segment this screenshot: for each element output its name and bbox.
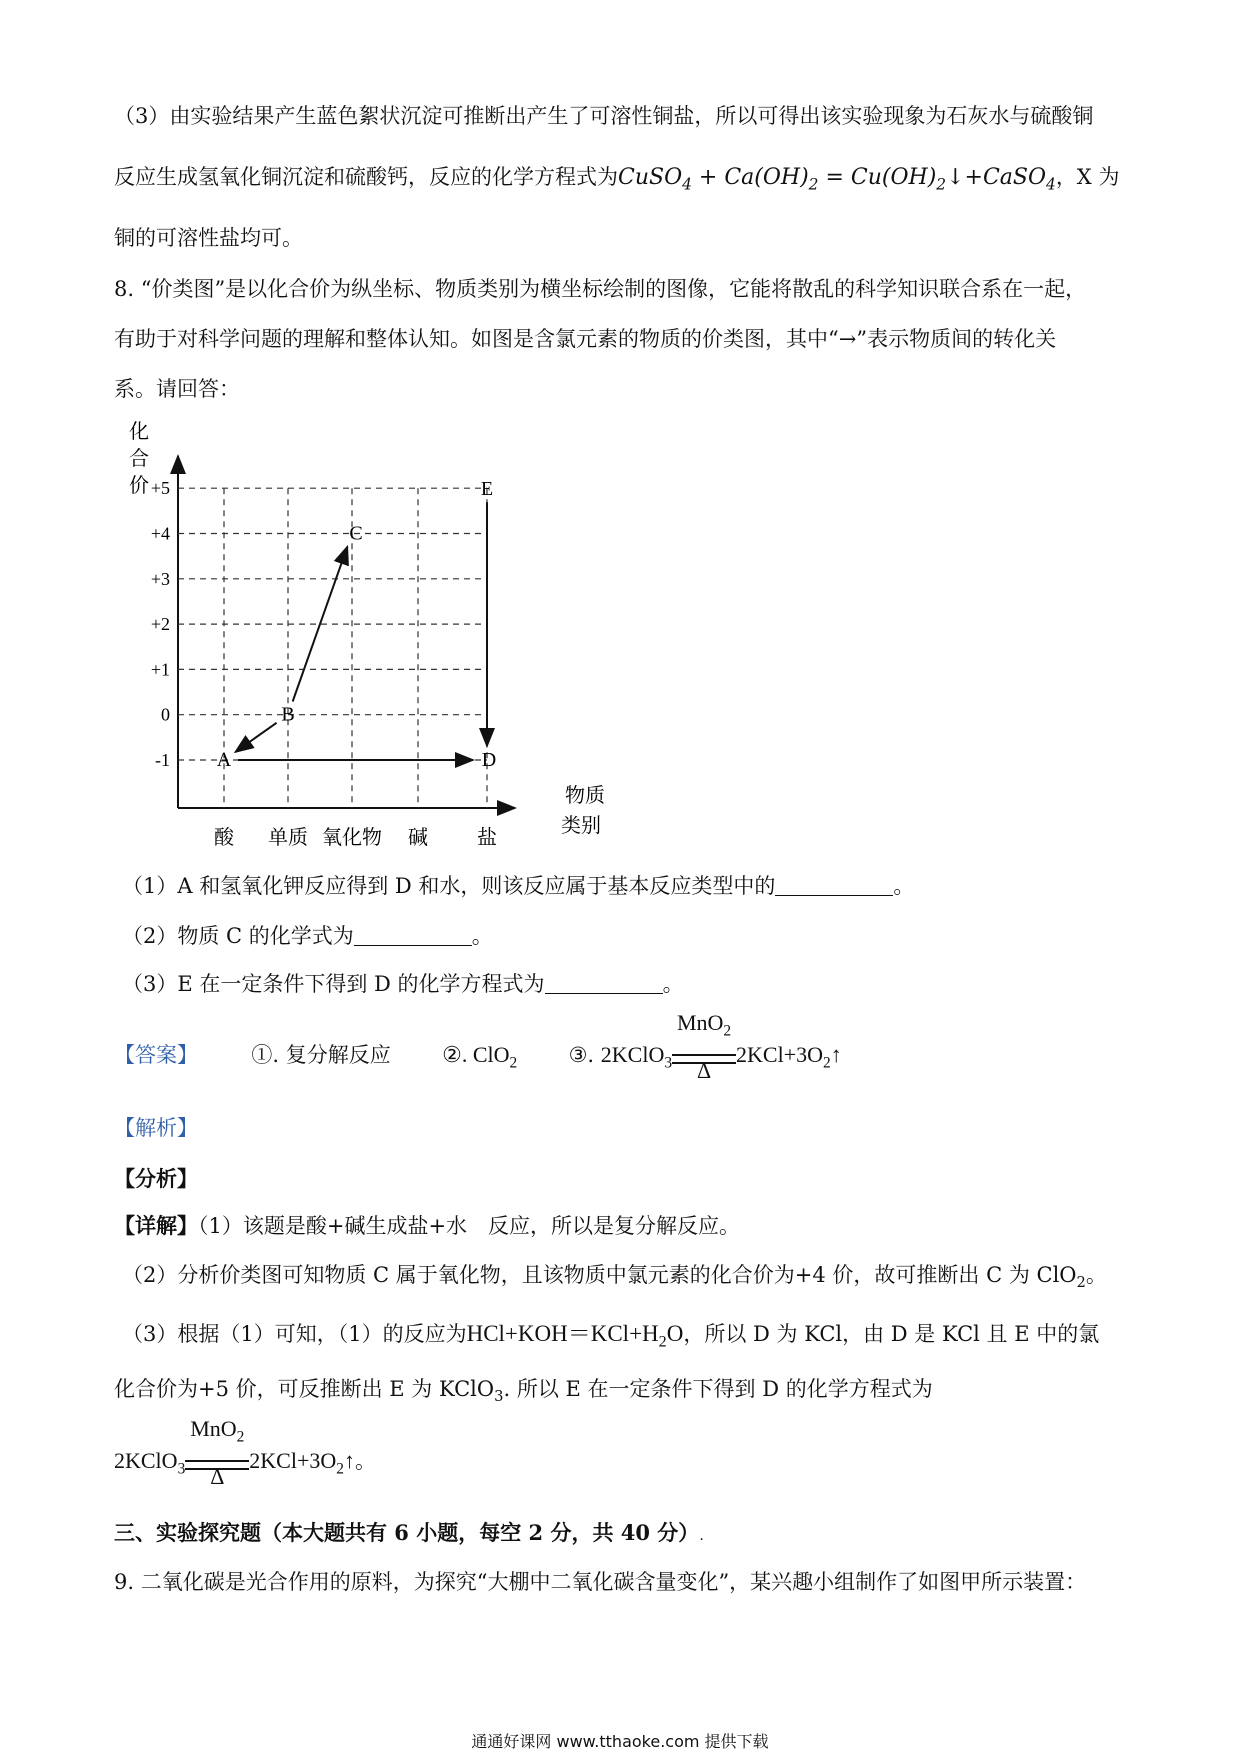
x-label-line1: 物质 bbox=[565, 783, 605, 807]
q9-line1: 9. 二氧化碳是光合作用的原料，为探究“大棚中二氧化碳含量变化”，某兴趣小组制作了如图甲所示装置： bbox=[114, 1570, 1087, 1594]
p7-line3: 铜的可溶性盐均可。 bbox=[114, 226, 303, 250]
y-tick-2: +3 bbox=[150, 568, 170, 589]
answer-blank-2[interactable] bbox=[354, 924, 472, 946]
y-label-char-1: 合 bbox=[129, 446, 149, 470]
x-tick-3: 碱 bbox=[408, 825, 428, 849]
answer-blank-1[interactable] bbox=[775, 874, 893, 896]
y-tick-5: 0 bbox=[161, 704, 170, 725]
p7-line2 bbox=[114, 165, 1120, 194]
y-tick-4: +1 bbox=[150, 659, 170, 680]
point-D: D bbox=[481, 749, 497, 771]
answer-3-label: ③. bbox=[568, 1043, 601, 1067]
p7-line1: （3）由实验结果产生蓝色絮状沉淀可推断出产生了可溶性铜盐，所以可得出该实验现象为石灰水与硫酸铜 bbox=[114, 104, 1094, 128]
answer-3-equation: 2KClO$_3$ MnO$_2$ Δ $2KCl+3O_2↑$ bbox=[600, 1009, 842, 1083]
fenxi-tag: 【分析】 bbox=[114, 1166, 198, 1191]
point-B: B bbox=[281, 703, 295, 726]
x-tick-1: 单质 bbox=[268, 825, 308, 849]
x-tick-0: 酸 bbox=[214, 825, 234, 849]
p7-line2-pre: 反应生成氢氧化铜沉淀和硫酸钙，反应的化学方程式为 bbox=[114, 165, 618, 189]
section3-title: 三、实验探究题（本大题共有 6 小题，每空 2 分，共 40 分）. bbox=[114, 1520, 704, 1545]
jiexi-tag: 【解析】 bbox=[114, 1116, 198, 1140]
q8-line2: 有助于对科学问题的理解和整体认知。如图是含氯元素的物质的价类图，其中“→”表示物质间的转化关 bbox=[114, 327, 1057, 351]
detail-line3: （3）根据（1）可知，（1）的反应为$HCl+KOH=KCl+H_2O$，所以 D 为 KCl，由 D 是 KCl 且 E 中的氯 bbox=[122, 1321, 1100, 1351]
q8-sub2: （2）物质 C 的化学式为 。 bbox=[122, 924, 493, 948]
y-tick-0: +5 bbox=[150, 478, 170, 499]
x-label-line2: 类别 bbox=[561, 813, 601, 837]
q8-sub3: （3）E 在一定条件下得到 D 的化学方程式为 。 bbox=[122, 972, 684, 996]
y-tick-3: +2 bbox=[150, 614, 170, 635]
y-tick-6: -1 bbox=[155, 750, 170, 770]
y-label-char-2: 价 bbox=[129, 473, 149, 497]
detail-equation: 2KClO$_3$ MnO$_2$ Δ $2KCl+3O_2↑$。 bbox=[114, 1415, 376, 1489]
x-tick-2: 氧化物 bbox=[322, 825, 382, 849]
neutralization-equation: $HCl+KOH=KCl+H_2O$ bbox=[466, 1321, 684, 1351]
arrow-B-A bbox=[235, 723, 276, 752]
detail-line2: （2）分析价类图可知物质 C 属于氧化物，且该物质中氯元素的化合价为+4 价，故可推断出 C 为 ClO$_2$。 bbox=[122, 1263, 1107, 1292]
q8-line1: 8. “价类图”是以化合价为纵坐标、物质类别为横坐标绘制的图像，它能将散乱的科学知识联合系在一起， bbox=[114, 277, 1087, 301]
point-E: E bbox=[480, 478, 494, 501]
x-tick-4: 盐 bbox=[477, 825, 497, 849]
answer-1: ①. 复分解反应 bbox=[251, 1043, 391, 1067]
p7-line2-post: ，X 为 bbox=[1055, 165, 1120, 189]
point-A: A bbox=[216, 749, 232, 771]
q8-sub1: （1）A 和氢氧化钾反应得到 D 和水，则该反应属于基本反应类型中的 。 bbox=[122, 874, 915, 898]
p7-equation: CuSO$_4$ + $Ca(OH)_2$ = $Cu(OH)_2↓+CaSO_4$ bbox=[618, 165, 1056, 194]
detail-line1: 【详解】（1）该题是酸+碱生成盐+水 反应，所以是复分解反应。 bbox=[114, 1213, 741, 1238]
page-footer: 通通好课网 www.tthaoke.com 提供下载 bbox=[471, 1732, 769, 1751]
point-C: C bbox=[349, 522, 363, 545]
q8-line3: 系。请回答： bbox=[114, 377, 240, 401]
valence-category-chart bbox=[110, 418, 630, 858]
answer-2: ②. ClO$_2$ bbox=[442, 1042, 518, 1072]
answer-blank-3[interactable] bbox=[545, 972, 663, 994]
y-tick-1: +4 bbox=[150, 523, 170, 544]
detail-line4: 化合价为+5 价，可反推断出 E 为 KClO$_3$. 所以 E 在一定条件下得到 D 的化学方程式为 bbox=[114, 1377, 933, 1406]
answer-line bbox=[114, 1009, 842, 1083]
answer-tag: 【答案】 bbox=[114, 1043, 198, 1067]
y-label-char-0: 化 bbox=[129, 419, 149, 443]
